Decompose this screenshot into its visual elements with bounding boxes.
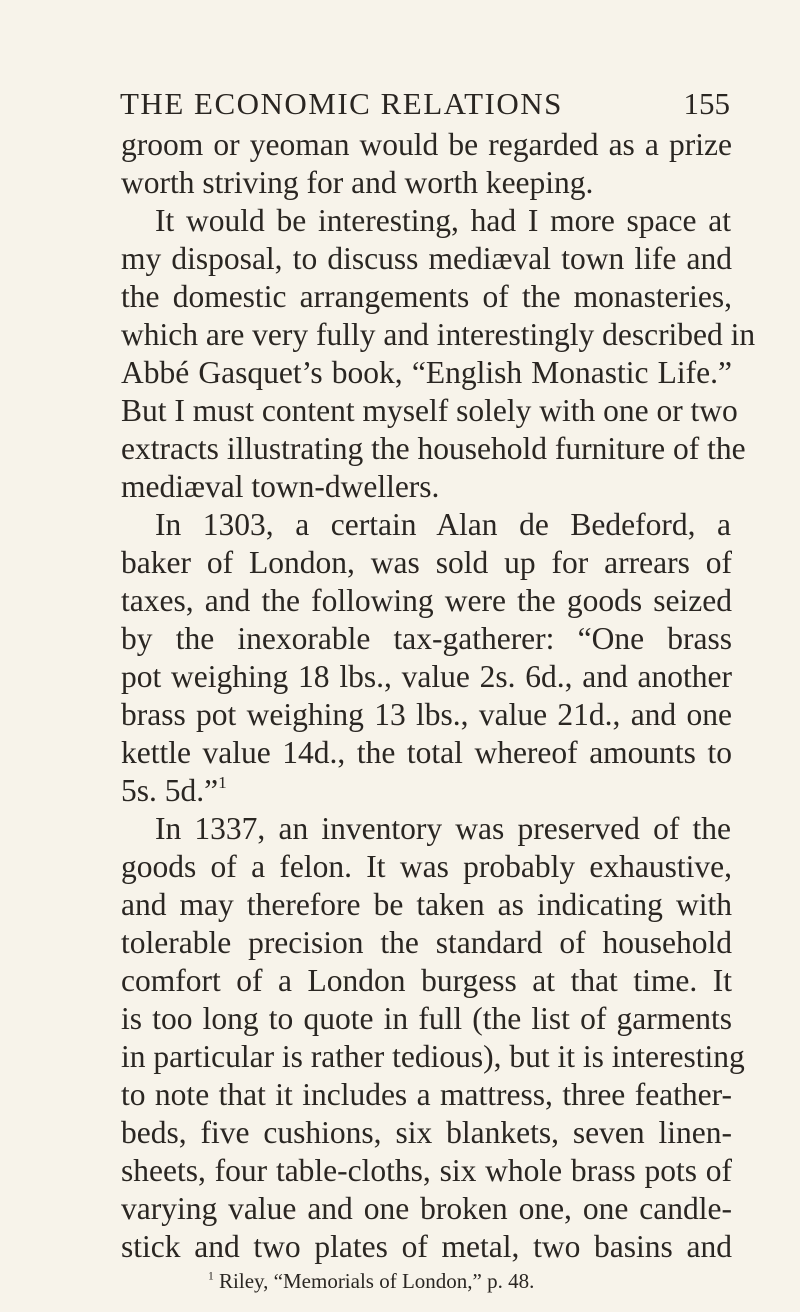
text-line: which are very fully and interestingly described in (121, 317, 756, 352)
footnote (208, 1268, 534, 1294)
running-head-title: THE ECONOMIC RELATIONS (120, 86, 563, 121)
text-line: extracts illustrating the household furniture of the (121, 431, 746, 466)
text-line: in particular is rather tedious), but it is interesting (121, 1039, 745, 1074)
text-line: baker of London, was sold up for arrears of (121, 545, 732, 580)
text-line: In 1303, a certain Alan de Bedeford, a (155, 507, 731, 542)
text-line: kettle value 14d., the total whereof amounts to (121, 735, 732, 770)
text-line: by the inexorable tax-gatherer: “One brass (121, 621, 732, 656)
text-line: varying value and one broken one, one candle- (121, 1191, 732, 1226)
footnote-text: Riley, “Memorials of London,” p. 48. (219, 1269, 535, 1293)
page-number: 155 (683, 86, 730, 121)
text-line: goods of a felon. It was probably exhaustive, (121, 849, 732, 884)
text-line: beds, five cushions, six blankets, seven linen- (121, 1115, 732, 1150)
text-line-content: 5s. 5d.” (121, 773, 219, 808)
text-line: taxes, and the following were the goods seized (121, 583, 732, 618)
text-line: groom or yeoman would be regarded as a prize (121, 127, 732, 162)
text-line: stick and two plates of metal, two basins and (121, 1229, 732, 1264)
text-line: brass pot weighing 13 lbs., value 21d., and one (121, 697, 732, 732)
footnote-reference: 1 (218, 773, 227, 793)
text-line: mediæval town-dwellers. (121, 469, 440, 504)
text-line: comfort of a London burgess at that time. It (121, 963, 732, 998)
text-line: In 1337, an inventory was preserved of the (155, 811, 731, 846)
text-line: to note that it includes a mattress, three feather- (121, 1077, 732, 1112)
text-line: It would be interesting, had I more space at (155, 203, 731, 238)
text-line: sheets, four table-cloths, six whole brass pots of (121, 1153, 732, 1188)
text-line: Abbé Gasquet’s book, “English Monastic Life.” (121, 355, 732, 390)
text-line: But I must content myself solely with one or two (121, 393, 738, 428)
text-line: pot weighing 18 lbs., value 2s. 6d., and another (121, 659, 732, 694)
text-line: the domestic arrangements of the monasteries, (121, 279, 732, 314)
text-line: tolerable precision the standard of household (121, 925, 732, 960)
text-line: my disposal, to discuss mediæval town life and (121, 241, 732, 276)
text-line: is too long to quote in full (the list of garments (121, 1001, 732, 1036)
text-line (121, 772, 261, 810)
text-line: and may therefore be taken as indicating with (121, 887, 732, 922)
text-line: worth striving for and worth keeping. (121, 165, 594, 200)
footnote-marker: 1 (208, 1270, 214, 1283)
